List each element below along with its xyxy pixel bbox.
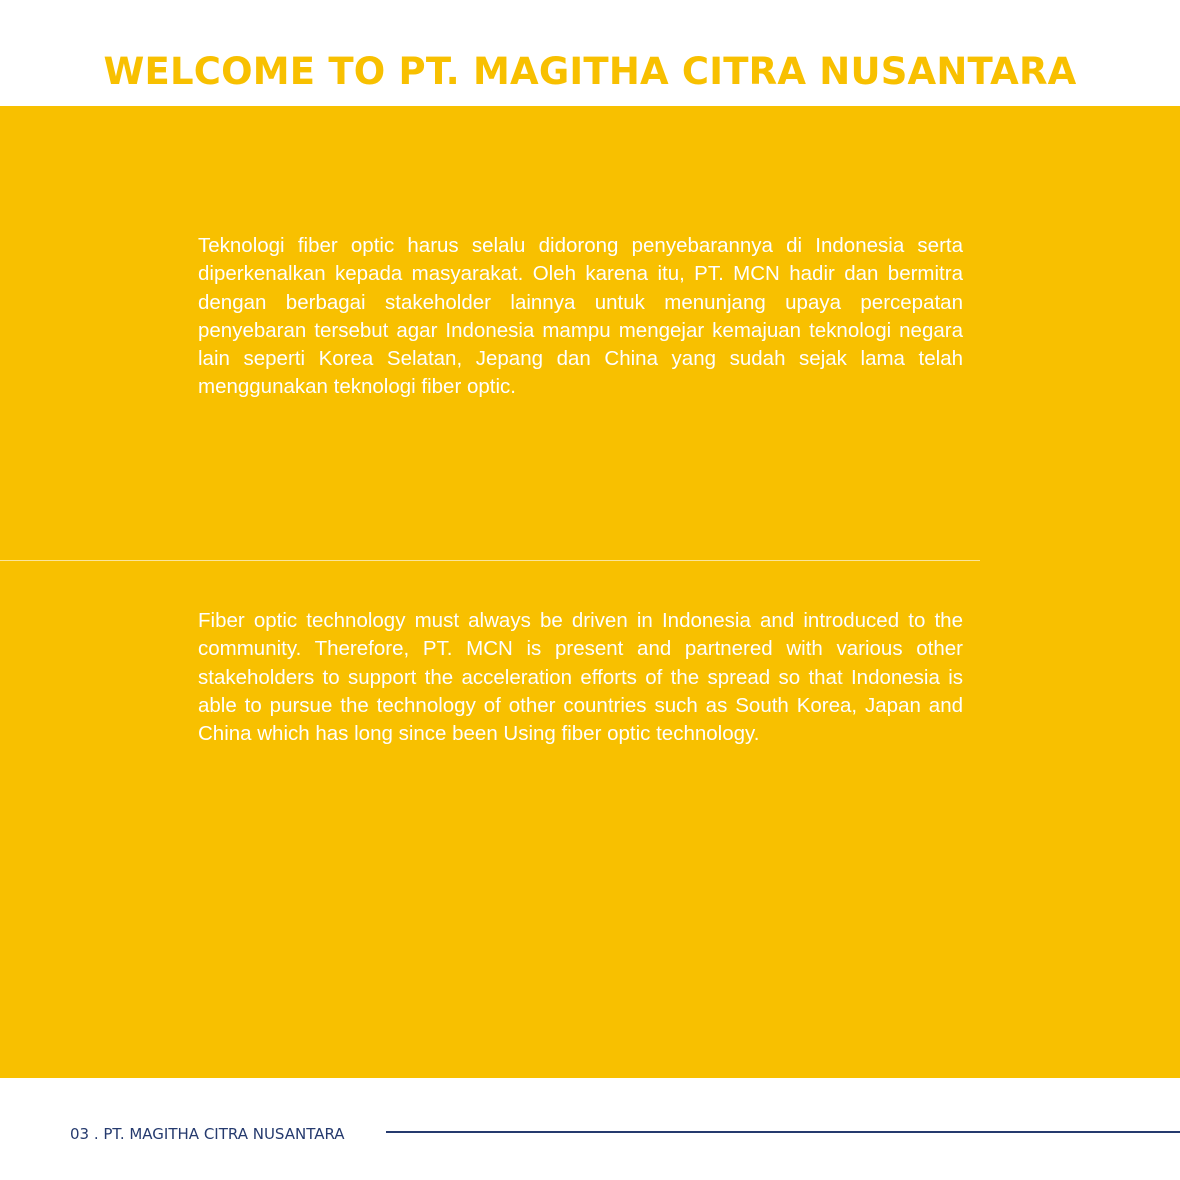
page-title: WELCOME TO PT. MAGITHA CITRA NUSANTARA (103, 50, 1077, 93)
paragraph-indonesian: Teknologi fiber optic harus selalu didorong penyebarannya di Indonesia serta diperkenalkan kepada masyarakat. Oleh karena itu, PT. MCN hadir dan bermitra dengan berbagai stakeholder lainnya untuk menunjang upaya percepatan penyebaran tersebut agar Indonesia mampu mengejar kemajuan teknologi negara lain seperti Korea Selatan, Jepang dan China yang sudah sejak lama telah menggunakan teknologi fiber optic. (198, 234, 963, 399)
footer-rule (386, 1131, 1180, 1133)
paragraph-english: Fiber optic technology must always be driven in Indonesia and introduced to the community. Therefore, PT. MCN is present and partnered with various other stakeholders to support the acceleration efforts of the spread so that Indonesia is able to pursue the technology of other countries such as South Korea, Japan and China which has long since been Using fiber optic technology. (198, 609, 963, 746)
panel-divider (0, 560, 980, 561)
footer-page-label: 03 . PT. MAGITHA CITRA NUSANTARA (70, 1125, 345, 1143)
